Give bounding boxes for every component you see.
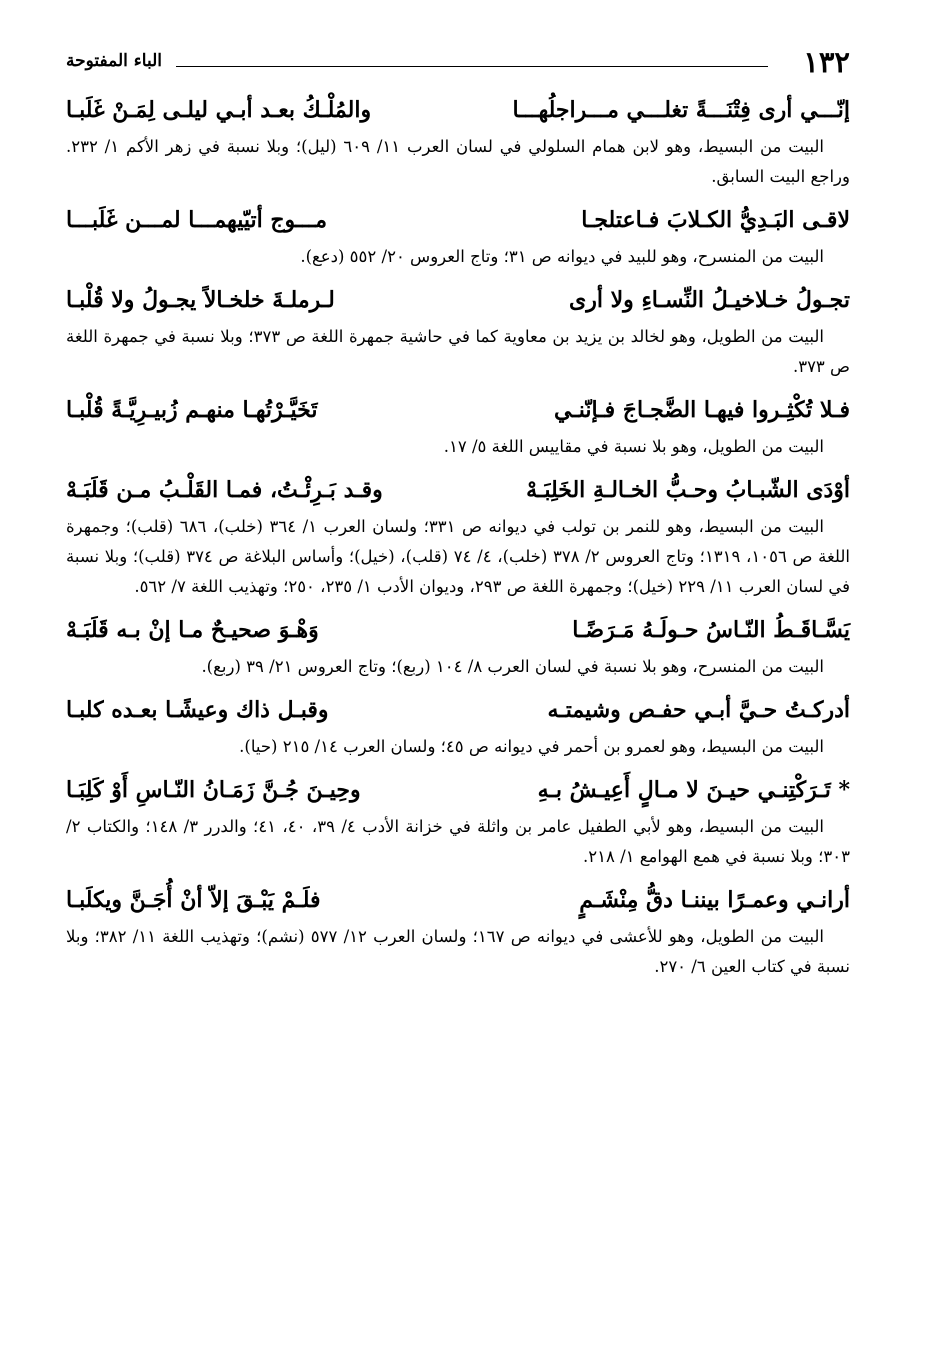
verse-commentary: البيت من البسيط، وهو لابن همام السلولي في لسان العرب ١١/ ٦٠٩ (ليل)؛ وبلا نسبة في زهر الأكم ١/ ٢٣٢. وراجع البيت السابق. — [66, 137, 850, 186]
second-hemistich: لـرملـةَ خلخـالاً يجـولُ ولا قُلْبـا — [66, 287, 335, 313]
entries-list — [66, 90, 850, 982]
verse-line — [66, 610, 850, 650]
second-hemistich: فلَـمْ يَبْـقَ إلاّ أنْ أُجَـنَّ ويكلَبـا — [66, 887, 321, 913]
second-hemistich: وقبـل ذاك وعيشًـا بعـده كلبـا — [66, 697, 329, 723]
verse-commentary: البيت من الطويل، وهو بلا نسبة في مقاييس اللغة ٥/ ١٧. — [443, 437, 824, 456]
poetry-entry — [66, 200, 850, 272]
first-hemistich: فـلا تُكْثِـروا فيهـا الضَّجـاجَ فـإنّنـي — [553, 397, 850, 423]
verse-line — [66, 90, 850, 130]
first-hemistich: أرانـي وعمـرًا بيننـا دقُّ مِنْشَـمٍ — [579, 887, 850, 913]
second-hemistich: وقـد بَـرِئْـتُ، فمـا القَلْـبُ مـن قَلَبَـهْ — [66, 477, 383, 503]
section-title: الباء المفتوحة — [66, 51, 162, 71]
poetry-entry — [66, 390, 850, 462]
poetry-entry — [66, 280, 850, 382]
first-hemistich: يَسَّـاقَـطُ النّـاسُ حـولَـهُ مَـرَضًـا — [572, 617, 850, 643]
second-hemistich: تَخَيَّـرْتُهـا منهـم زُبيـرِيَّـةً قُلْبـا — [66, 397, 318, 423]
verse-line — [66, 690, 850, 730]
poetry-entry — [66, 880, 850, 982]
first-hemistich: * تَـرَكْتِنـي حيـنَ لا مـالٍ أَعِيـشُ بـهِ — [537, 777, 850, 803]
running-header — [66, 44, 850, 84]
header-rule — [176, 66, 768, 67]
first-hemistich: تجـولُ خـلاخيـلُ النِّسـاءِ ولا أرى — [569, 287, 850, 313]
second-hemistich: والمُلْـكُ بعـد أبـي ليلـى لِمَـنْ غَلَبـا — [66, 97, 372, 123]
verse-line — [66, 280, 850, 320]
verse-line — [66, 200, 850, 240]
verse-commentary: البيت من البسيط، وهو للنمر بن تولب في ديوانه ص ٣٣١؛ ولسان العرب ١/ ٣٦٤ (خلب)، ٦٨٦ (قلب)؛ وجمهرة اللغة ص ١٠٥٦، ١٣١٩؛ وتاج العروس ٢/ ٣٧٨ (خلب)، ٤/ ٧٤ (قلب)، (خيل)؛ وأساس البلاغة ص ٣٧٤ (قلب)؛ وبلا نسبة في لسان العرب ١١/ ٢٢٩ (خيل)؛ وجمهرة اللغة ص ٢٩٣، وديوان الأدب ١/ ٢٣٥، ٢٥٠؛ وتهذيب اللغة ٧/ ٥٦٢. — [66, 517, 850, 596]
verse-line — [66, 770, 850, 810]
verse-line — [66, 470, 850, 510]
verse-commentary: البيت من المنسرح، وهو بلا نسبة في لسان العرب ٨/ ١٠٤ (ربع)؛ وتاج العروس ٢١/ ٣٩ (ربع). — [201, 657, 824, 676]
second-hemistich: وحِيـنَ جُـنَّ زَمَـانُ النّـاسِ أَوْ كَلِبَـا — [66, 777, 361, 803]
second-hemistich: مـــوج أتيّيهمـــا لمـــن غَلَبـــا — [66, 207, 328, 233]
page-number: ١٣٢ — [803, 45, 850, 79]
verse-commentary: البيت من الطويل، وهو لخالد بن يزيد بن معاوية كما في حاشية جمهرة اللغة ص ٣٧٣؛ وبلا نسبة في جمهرة اللغة ص ٣٧٣. — [66, 327, 850, 376]
first-hemistich: أوْدَى الشّبـابُ وحـبُّ الخـالـةِ الخَلِبَـهْ — [526, 477, 850, 503]
poetry-entry — [66, 770, 850, 872]
poetry-entry — [66, 610, 850, 682]
poetry-entry — [66, 90, 850, 192]
verse-commentary: البيت من البسيط، وهو لأبي الطفيل عامر بن واثلة في خزانة الأدب ٤/ ٣٩، ٤٠، ٤١؛ والدرر ٣/ ١٤٨؛ والكتاب ٢/ ٣٠٣؛ وبلا نسبة في همع الهوامع ١/ ٢١٨. — [66, 817, 850, 866]
poetry-entry — [66, 470, 850, 602]
verse-commentary: البيت من المنسرح، وهو للبيد في ديوانه ص ٣١؛ وتاج العروس ٢٠/ ٥٥٢ (دعع). — [300, 247, 824, 266]
poetry-entry — [66, 690, 850, 762]
verse-line — [66, 880, 850, 920]
second-hemistich: وَهْـوَ صحيـحٌ مـا إنْ بـه قَلَبَـهْ — [66, 617, 319, 643]
verse-commentary: البيت من البسيط، وهو لعمرو بن أحمر في ديوانه ص ٤٥؛ ولسان العرب ١٤/ ٢١٥ (حيا). — [239, 737, 824, 756]
verse-line — [66, 390, 850, 430]
first-hemistich: إنّـــي أرى فِتْنَـــةً تغلـــي مـــراجلُهـــا — [512, 97, 850, 123]
first-hemistich: أدركـتُ حـيَّ أبـي حفـص وشيمتـه — [547, 697, 850, 723]
first-hemistich: لاقـى البَـدِيُّ الكـلابَ فـاعتلجـا — [581, 207, 850, 233]
verse-commentary: البيت من الطويل، وهو للأعشى في ديوانه ص ١٦٧؛ ولسان العرب ١٢/ ٥٧٧ (نشم)؛ وتهذيب اللغة ١١/ ٣٨٢؛ وبلا نسبة في كتاب العين ٦/ ٢٧٠. — [66, 927, 850, 976]
